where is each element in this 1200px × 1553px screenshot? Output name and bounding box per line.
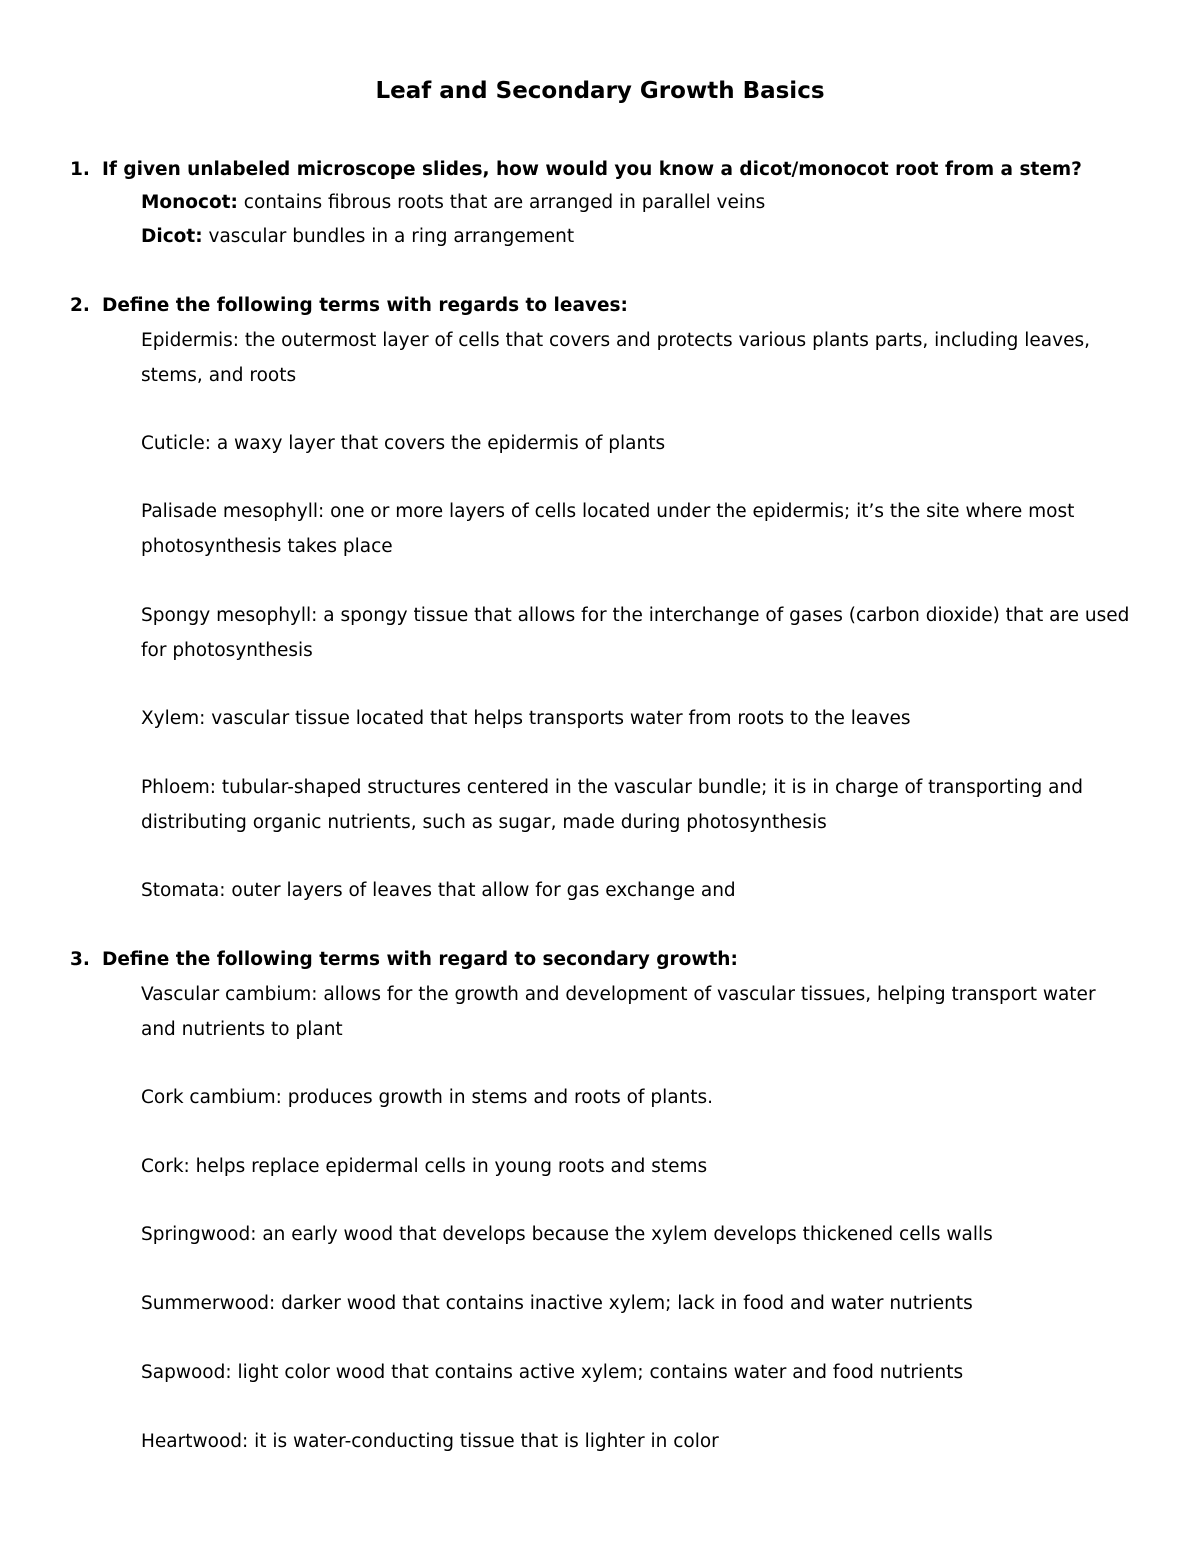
dicot-label: Dicot: (141, 226, 203, 247)
question-1-text: If given unlabeled microscope slides, how would you know a dicot/monocot root from a stem? (102, 159, 1082, 180)
term-epidermis: Epidermis: the outermost layer of cells that covers and protects various plants parts, including leaves, stems, and roots (141, 330, 1090, 386)
question-2-heading (70, 289, 1170, 323)
question-1-heading (70, 153, 1170, 187)
term-sapwood: Sapwood: light color wood that contains active xylem; contains water and food nutrients (141, 1362, 964, 1383)
page-title: Leaf and Secondary Growth Basics (375, 78, 825, 104)
question-3-heading (70, 943, 1170, 977)
term-cuticle: Cuticle: a waxy layer that covers the epidermis of plants (141, 433, 666, 454)
term-summerwood: Summerwood: darker wood that contains inactive xylem; lack in food and water nutrients (141, 1293, 973, 1314)
question-3-number: 3. (70, 949, 90, 970)
term-cork: Cork: helps replace epidermal cells in young roots and stems (141, 1156, 708, 1177)
dicot-text: vascular bundles in a ring arrangement (202, 226, 575, 247)
monocot-label: Monocot: (141, 192, 238, 213)
term-stomata: Stomata: outer layers of leaves that allow for gas exchange and (141, 880, 736, 901)
question-1-number: 1. (70, 159, 90, 180)
term-vascular-cambium: Vascular cambium: allows for the growth and development of vascular tissues, helping transport water and nutrients to plant (141, 984, 1096, 1040)
question-2-number: 2. (70, 295, 90, 316)
question-3-text: Define the following terms with regard to secondary growth: (102, 949, 738, 970)
term-heartwood: Heartwood: it is water-conducting tissue that is lighter in color (141, 1431, 719, 1452)
term-xylem: Xylem: vascular tissue located that helps transports water from roots to the leaves (141, 708, 911, 729)
question-2-text: Define the following terms with regards to leaves: (102, 295, 628, 316)
dicot-answer (141, 220, 1131, 255)
term-phloem: Phloem: tubular-shaped structures centered in the vascular bundle; it is in charge of transporting and distributing organic nutrients, such as sugar, made during photosynthesis (141, 777, 1083, 833)
monocot-text: contains fibrous roots that are arranged in parallel veins (237, 192, 766, 213)
term-cork-cambium: Cork cambium: produces growth in stems and roots of plants. (141, 1087, 714, 1108)
term-springwood: Springwood: an early wood that develops because the xylem develops thickened cells walls (141, 1224, 993, 1245)
term-spongy-mesophyll: Spongy mesophyll: a spongy tissue that allows for the interchange of gases (carbon dioxide) that are used for photosynthesis (141, 605, 1130, 661)
monocot-answer (141, 186, 1131, 221)
term-palisade-mesophyll: Palisade mesophyll: one or more layers of cells located under the epidermis; it’s the site where most photosynthesis takes place (141, 501, 1075, 557)
